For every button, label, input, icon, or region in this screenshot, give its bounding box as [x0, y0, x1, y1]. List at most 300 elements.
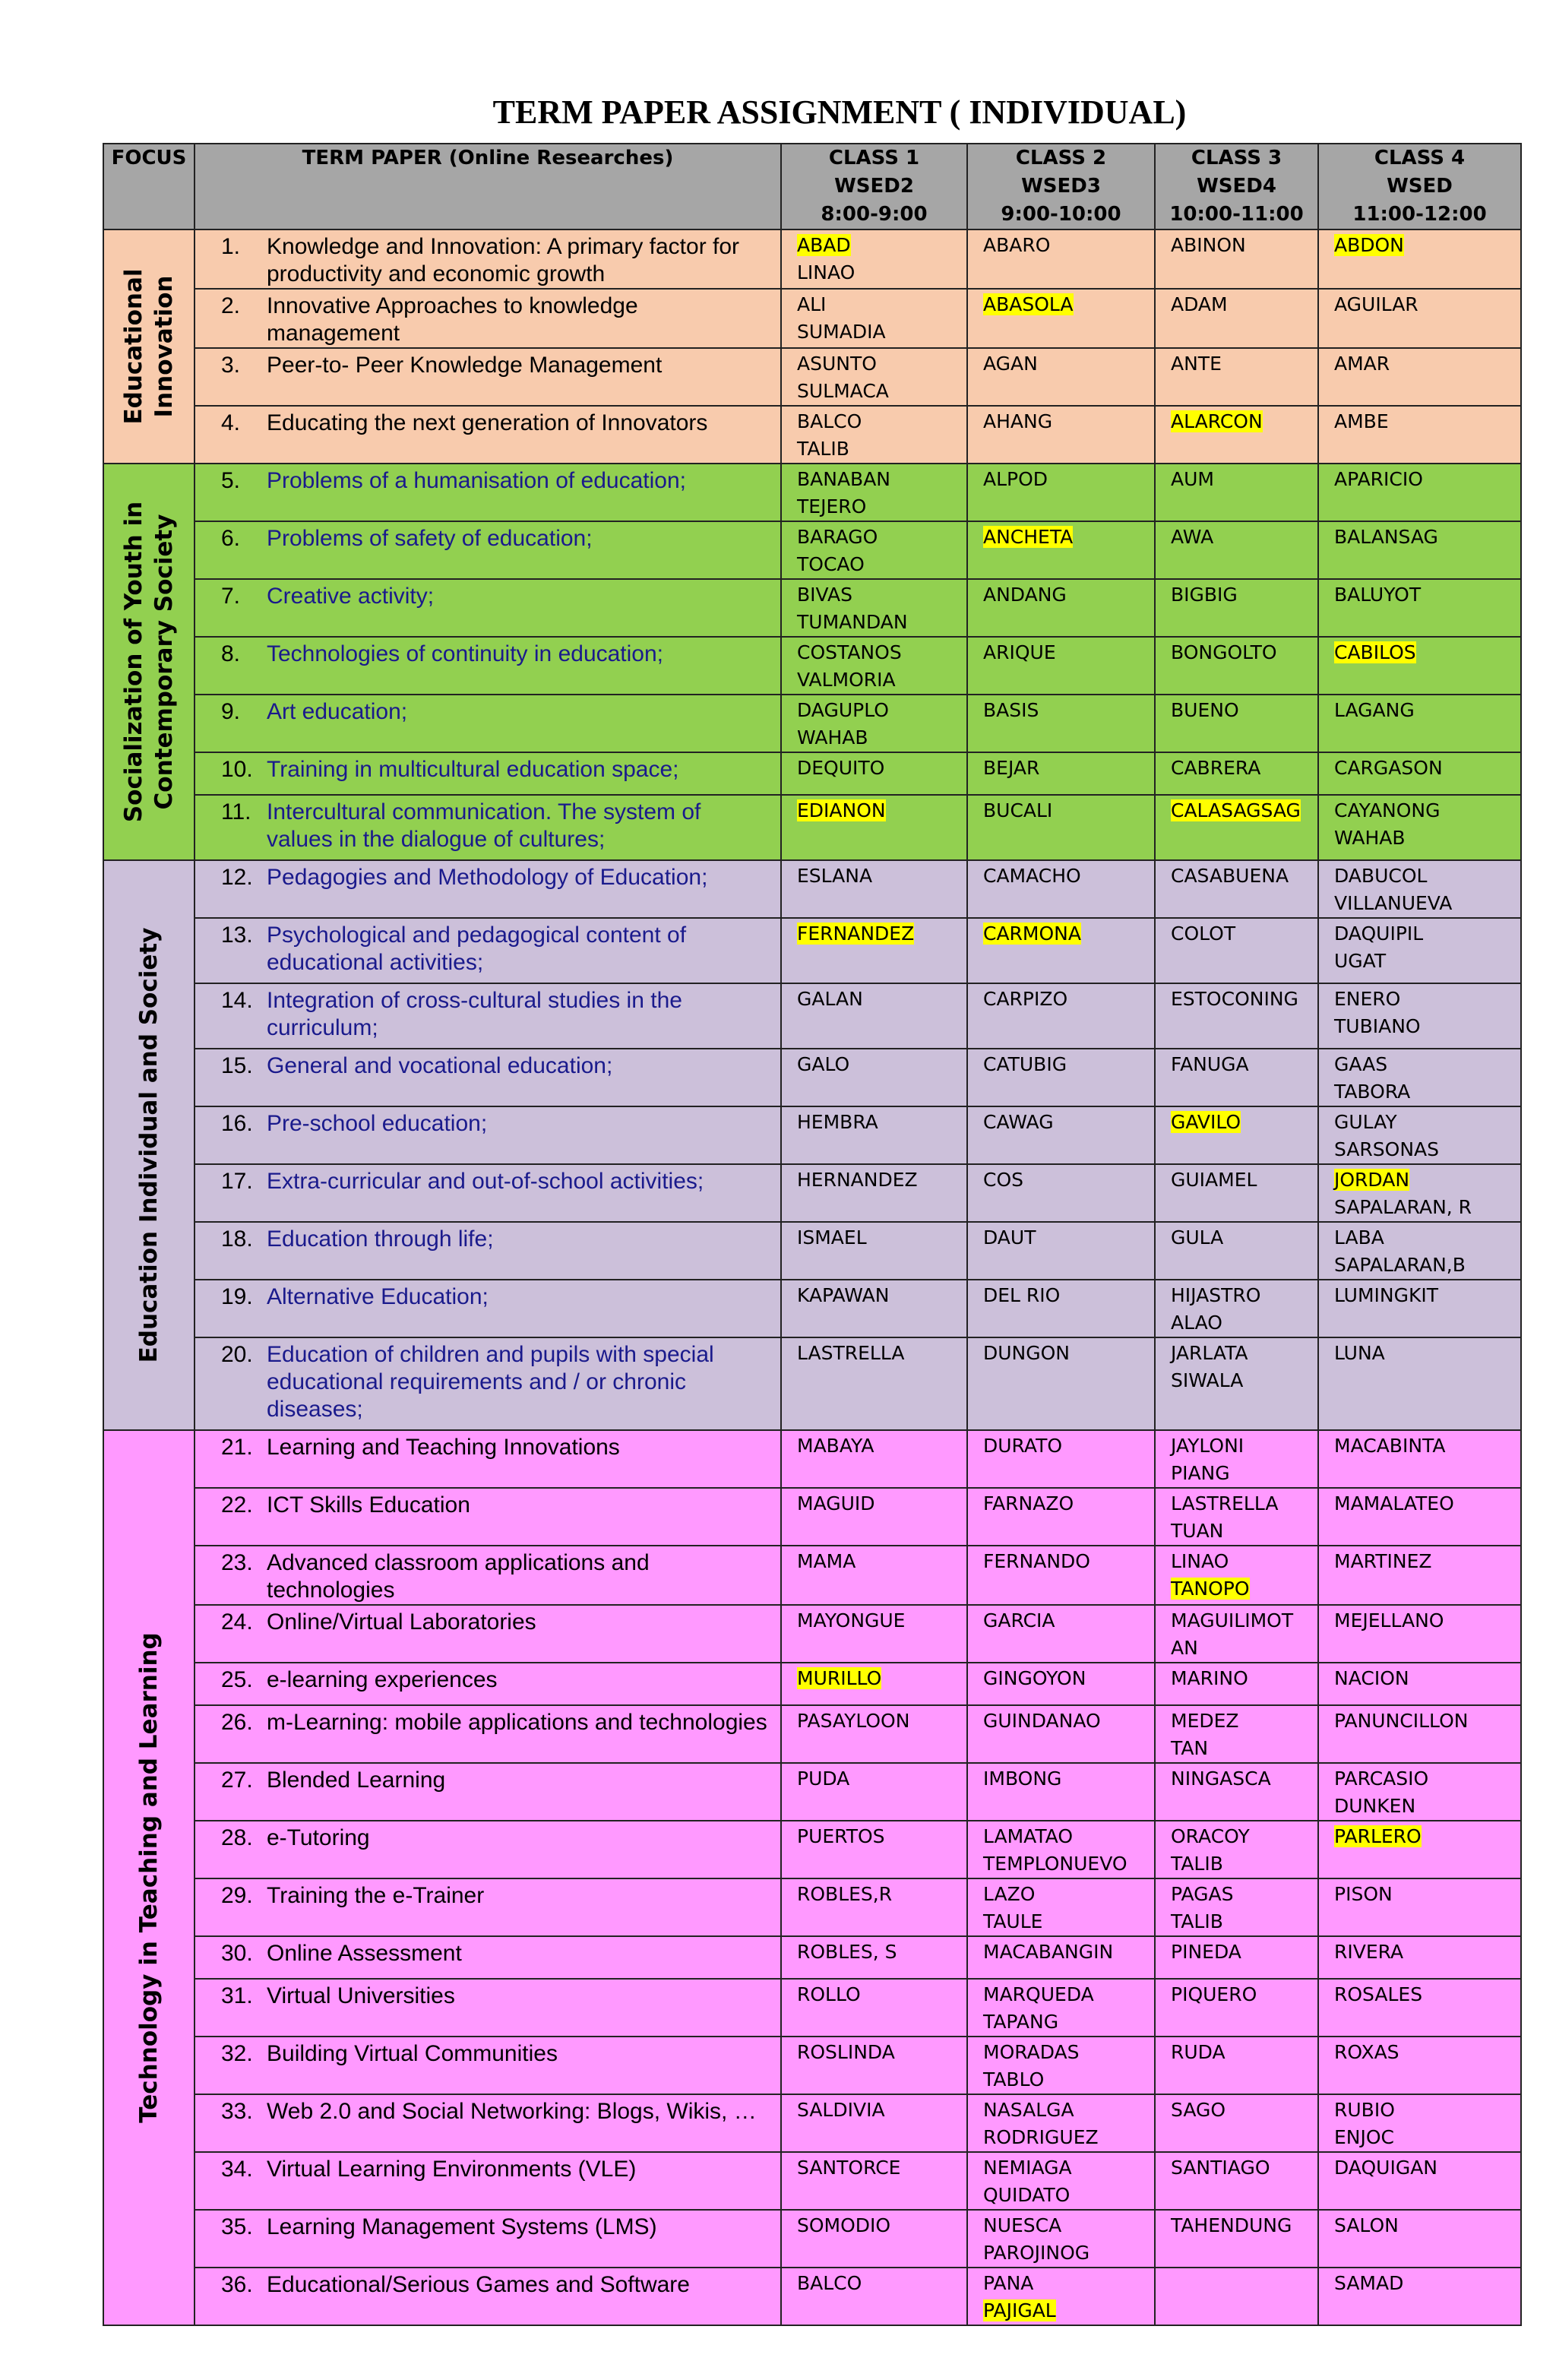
focus-label — [134, 928, 164, 1363]
topic-title: Online/Virtual Laboratories — [267, 1609, 536, 1635]
student-name-line — [983, 1607, 1154, 1635]
class-2-assignees — [967, 637, 1155, 695]
student-name-line — [1334, 1013, 1520, 1040]
student-name: CAMACHO — [983, 865, 1081, 887]
student-name: ESTOCONING — [1171, 988, 1298, 1010]
student-name: AGUILAR — [1334, 293, 1418, 315]
student-name-line — [1334, 466, 1520, 493]
class-1-assignees — [781, 2268, 967, 2325]
class-3-assignees — [1155, 860, 1318, 918]
student-name-line — [797, 1881, 966, 1908]
highlighted-student-name: CABILOS — [1334, 641, 1416, 663]
student-name-line — [797, 2154, 966, 2182]
student-name-line — [1334, 524, 1520, 551]
student-name: DUNKEN — [1334, 1795, 1416, 1817]
student-name-line — [1334, 1252, 1520, 1279]
student-name: DUNGON — [983, 1342, 1071, 1364]
topic-number: 21. — [221, 1435, 253, 1460]
student-name: VILLANUEVA — [1334, 892, 1453, 914]
class-3-assignees — [1155, 1605, 1318, 1663]
topic-title: Virtual Universities — [267, 1983, 455, 2008]
student-name-line — [797, 1707, 966, 1735]
topic-cell — [194, 2152, 781, 2210]
student-name-line — [983, 232, 1154, 259]
class-3-assignees — [1155, 289, 1318, 348]
class-3-assignees — [1155, 752, 1318, 795]
topic-title: Learning and Teaching Innovations — [267, 1435, 620, 1460]
student-name: MEDEZ — [1171, 1710, 1239, 1732]
student-name: ROBLES,R — [797, 1883, 893, 1905]
student-name-line — [983, 639, 1154, 666]
student-name: GULAY — [1334, 1111, 1397, 1133]
class-2-assignees — [967, 1430, 1155, 1488]
student-name: ROBLES, S — [797, 1941, 897, 1963]
student-name-line — [983, 2154, 1154, 2182]
student-name: NINGASCA — [1171, 1768, 1271, 1790]
table-row — [103, 752, 1521, 795]
topic-cell — [194, 406, 781, 464]
class-2-assignees — [967, 579, 1155, 637]
student-name: SIWALA — [1171, 1369, 1244, 1391]
class-2-assignees — [967, 1546, 1155, 1605]
class-1-assignees — [781, 2094, 967, 2152]
topic-title: Web 2.0 and Social Networking: Blogs, Wikis, … — [267, 2099, 757, 2124]
topic-cell — [194, 2268, 781, 2325]
table-row — [103, 637, 1521, 695]
student-name-line — [1171, 1707, 1317, 1735]
student-name-line — [1171, 862, 1317, 890]
header-class-2 — [967, 144, 1155, 229]
student-name: AN — [1171, 1637, 1198, 1659]
student-name: PANUNCILLON — [1334, 1710, 1469, 1732]
class-4-assignees — [1318, 2210, 1521, 2268]
student-name-line — [797, 666, 966, 694]
class-3-assignees — [1155, 1222, 1318, 1280]
topic-cell — [194, 579, 781, 637]
topic-number: 17. — [221, 1169, 253, 1194]
topic-cell — [194, 1821, 781, 1878]
topic-title: Training in multicultural education space; — [267, 757, 679, 782]
table-row — [103, 1936, 1521, 1979]
topic-cell — [194, 1488, 781, 1546]
student-name-line — [797, 2212, 966, 2239]
student-name-line — [797, 581, 966, 609]
class-3-assignees — [1155, 579, 1318, 637]
student-name-line — [1334, 1490, 1520, 1518]
student-name: ASUNTO — [797, 353, 877, 375]
topic-title: Intercultural communication. The system of values in the dialogue of cultures; — [267, 799, 701, 852]
student-name: AHANG — [983, 410, 1053, 432]
student-name: ARIQUE — [983, 641, 1056, 663]
student-name: PIANG — [1171, 1462, 1230, 1484]
class-2-assignees — [967, 1222, 1155, 1280]
topic-title: Educating the next generation of Innovators — [267, 410, 708, 435]
class-name: CLASS 4 — [1374, 147, 1466, 169]
topic-number: 36. — [221, 2272, 253, 2297]
student-name: GARCIA — [983, 1609, 1055, 1632]
student-name-line — [1171, 1548, 1317, 1575]
student-name-line — [797, 1109, 966, 1136]
student-name-line — [1334, 1881, 1520, 1908]
class-4-assignees — [1318, 2268, 1521, 2325]
class-3-assignees — [1155, 1164, 1318, 1222]
class-2-assignees — [967, 1106, 1155, 1164]
student-name: TUMANDAN — [797, 611, 908, 633]
student-name: SAMAD — [1334, 2272, 1404, 2294]
student-name-line — [1171, 1635, 1317, 1662]
topic-number: 32. — [221, 2041, 253, 2066]
student-name: SUMADIA — [797, 321, 886, 343]
topic-cell — [194, 2037, 781, 2094]
highlighted-student-name: FERNANDEZ — [797, 923, 915, 945]
student-name: PIQUERO — [1171, 1983, 1257, 2005]
student-name: CARGASON — [1334, 757, 1443, 779]
student-name: ALPOD — [983, 468, 1048, 490]
student-name-line — [1334, 1078, 1520, 1106]
student-name: TAPANG — [983, 2011, 1059, 2033]
topic-title: Problems of safety of education; — [267, 526, 593, 551]
topic-cell — [194, 1106, 781, 1164]
topic-title: Alternative Education; — [267, 1284, 489, 1309]
student-name: SALON — [1334, 2214, 1399, 2236]
student-name-line — [797, 1823, 966, 1850]
class-1-assignees — [781, 1488, 967, 1546]
class-4-assignees — [1318, 1106, 1521, 1164]
topic-cell — [194, 918, 781, 983]
topic-number: 9. — [221, 699, 241, 724]
student-name: DAQUIPIL — [1334, 923, 1424, 945]
student-name-line — [1334, 581, 1520, 609]
class-time: 8:00-9:00 — [821, 203, 928, 226]
student-name: FARNAZO — [983, 1492, 1074, 1514]
class-2-assignees — [967, 1936, 1155, 1979]
student-name-line — [1171, 1282, 1317, 1309]
focus-label-line: Educational — [120, 268, 147, 425]
student-name-line — [983, 1051, 1154, 1078]
class-3-assignees — [1155, 2210, 1318, 2268]
class-3-assignees — [1155, 1430, 1318, 1488]
student-name: MACABANGIN — [983, 1941, 1114, 1963]
student-name-line — [983, 2008, 1154, 2036]
topic-title: Knowledge and Innovation: A primary factor for productivity and economic growth — [267, 234, 740, 286]
student-name-line — [1334, 1136, 1520, 1163]
student-name-line — [1334, 890, 1520, 917]
header-class-1 — [781, 144, 967, 229]
student-name: BIVAS — [797, 584, 852, 606]
student-name: SANTIAGO — [1171, 2157, 1270, 2179]
student-name: GUINDANAO — [983, 1710, 1101, 1732]
student-name-line — [983, 1109, 1154, 1136]
student-name-line — [983, 1981, 1154, 2008]
highlighted-student-name: ANCHETA — [983, 526, 1074, 548]
topic-number: 31. — [221, 1983, 253, 2008]
class-3-assignees — [1155, 918, 1318, 983]
student-name-line — [1171, 1340, 1317, 1367]
topic-cell — [194, 637, 781, 695]
topic-cell — [194, 229, 781, 289]
student-name: MEJELLANO — [1334, 1609, 1444, 1632]
class-1-assignees — [781, 1049, 967, 1106]
student-name: HEMBRA — [797, 1111, 878, 1133]
student-name: ROXAS — [1334, 2041, 1399, 2063]
highlighted-student-name: CARMONA — [983, 923, 1081, 945]
student-name: TAULE — [983, 1910, 1043, 1932]
student-name-line — [983, 1665, 1154, 1692]
student-name-line — [797, 639, 966, 666]
class-4-assignees — [1318, 1280, 1521, 1337]
student-name-line — [797, 1282, 966, 1309]
class-2-assignees — [967, 1878, 1155, 1936]
student-name: SALDIVIA — [797, 2099, 885, 2121]
focus-cell — [103, 1430, 194, 2325]
class-2-assignees — [967, 2268, 1155, 2325]
class-3-assignees — [1155, 2094, 1318, 2152]
student-name: BANABAN — [797, 468, 891, 490]
student-name: LAMATAO — [983, 1825, 1074, 1847]
student-name: CAYANONG — [1334, 799, 1441, 821]
student-name-line — [797, 378, 966, 405]
student-name-line — [797, 259, 966, 286]
topic-number: 34. — [221, 2157, 253, 2182]
student-name-line — [1334, 1548, 1520, 1575]
student-name-line — [1171, 1735, 1317, 1762]
student-name-line — [1171, 1490, 1317, 1518]
table-row — [103, 2210, 1521, 2268]
student-name: PISON — [1334, 1883, 1393, 1905]
student-name-line — [1171, 1665, 1317, 1692]
highlighted-student-name: PAJIGAL — [983, 2299, 1056, 2321]
student-name-line — [1334, 291, 1520, 318]
class-1-assignees — [781, 1222, 967, 1280]
topic-number: 20. — [221, 1342, 253, 1367]
class-2-assignees — [967, 1663, 1155, 1705]
student-name: PARCASIO — [1334, 1768, 1429, 1790]
class-4-assignees — [1318, 1979, 1521, 2037]
topic-cell — [194, 695, 781, 752]
student-name-line — [797, 2270, 966, 2297]
class-2-assignees — [967, 1821, 1155, 1878]
table-row — [103, 2152, 1521, 2210]
table-row — [103, 2268, 1521, 2325]
class-2-assignees — [967, 1164, 1155, 1222]
class-2-assignees — [967, 1705, 1155, 1763]
topic-cell — [194, 795, 781, 860]
class-4-assignees — [1318, 983, 1521, 1049]
topic-number: 19. — [221, 1284, 253, 1309]
class-4-assignees — [1318, 464, 1521, 521]
class-section: WSED — [1387, 175, 1453, 198]
student-name: TAHENDUNG — [1171, 2214, 1292, 2236]
class-time: 10:00-11:00 — [1169, 203, 1304, 226]
class-4-assignees — [1318, 1430, 1521, 1488]
student-name-line — [797, 2097, 966, 2124]
class-3-assignees — [1155, 1280, 1318, 1337]
student-name: SAPALARAN, R — [1334, 1196, 1472, 1218]
topic-cell — [194, 521, 781, 579]
class-1-assignees — [781, 637, 967, 695]
student-name-line — [1171, 1938, 1317, 1966]
student-name-line — [1334, 350, 1520, 378]
student-name-line — [797, 1981, 966, 2008]
table-row — [103, 1705, 1521, 1763]
student-name-line — [983, 1166, 1154, 1194]
student-name-line — [797, 1051, 966, 1078]
topic-number: 30. — [221, 1941, 253, 1966]
student-name: CARPIZO — [983, 988, 1068, 1010]
class-4-assignees — [1318, 1488, 1521, 1546]
class-1-assignees — [781, 464, 967, 521]
class-3-assignees — [1155, 1705, 1318, 1763]
class-1-assignees — [781, 2210, 967, 2268]
student-name: JARLATA — [1171, 1342, 1248, 1364]
student-name: PANA — [983, 2272, 1034, 2294]
student-name-line — [1334, 1665, 1520, 1692]
student-name: SANTORCE — [797, 2157, 901, 2179]
class-1-assignees — [781, 2152, 967, 2210]
assignment-table — [103, 143, 1522, 2326]
student-name: HERNANDEZ — [797, 1169, 918, 1191]
assignment-table-body — [103, 229, 1521, 2325]
class-1-assignees — [781, 1763, 967, 1821]
student-name: DEQUITO — [797, 757, 885, 779]
student-name-line — [797, 1340, 966, 1367]
topic-title: Innovative Approaches to knowledge management — [267, 293, 638, 346]
class-4-assignees — [1318, 1546, 1521, 1605]
student-name: FANUGA — [1171, 1053, 1249, 1075]
topic-title: Technologies of continuity in education; — [267, 641, 664, 666]
class-4-assignees — [1318, 1605, 1521, 1663]
student-name-line — [983, 1548, 1154, 1575]
class-3-assignees — [1155, 464, 1318, 521]
topic-title: Online Assessment — [267, 1941, 462, 1966]
student-name-line — [983, 1850, 1154, 1878]
class-1-assignees — [781, 289, 967, 348]
student-name: GALAN — [797, 988, 863, 1010]
student-name: NACION — [1334, 1667, 1409, 1689]
class-2-assignees — [967, 695, 1155, 752]
class-4-assignees — [1318, 1222, 1521, 1280]
topic-title: ICT Skills Education — [267, 1492, 470, 1518]
topic-title: Pedagogies and Methodology of Education; — [267, 865, 708, 890]
student-name: BEJAR — [983, 757, 1040, 779]
class-3-assignees — [1155, 521, 1318, 579]
class-1-assignees — [781, 1106, 967, 1164]
class-3-assignees — [1155, 2037, 1318, 2094]
table-row — [103, 795, 1521, 860]
class-2-assignees — [967, 918, 1155, 983]
student-name-line — [983, 1340, 1154, 1367]
class-1-assignees — [781, 406, 967, 464]
topic-cell — [194, 860, 781, 918]
class-1-assignees — [781, 860, 967, 918]
student-name-line — [1171, 1518, 1317, 1545]
class-2-assignees — [967, 752, 1155, 795]
topic-number: 23. — [221, 1550, 253, 1575]
focus-label-line: Innovation — [150, 275, 178, 418]
highlighted-student-name: GAVILO — [1171, 1111, 1241, 1133]
student-name: FERNANDO — [983, 1550, 1090, 1572]
class-4-assignees — [1318, 406, 1521, 464]
topic-title: Problems of a humanisation of education; — [267, 468, 686, 493]
topic-title: Integration of cross-cultural studies in the curriculum; — [267, 988, 682, 1040]
class-1-assignees — [781, 795, 967, 860]
student-name: TOCAO — [797, 553, 865, 575]
student-name-line — [1334, 2124, 1520, 2151]
table-row — [103, 2037, 1521, 2094]
class-4-assignees — [1318, 1878, 1521, 1936]
student-name-line — [1171, 1224, 1317, 1252]
student-name: DEL RIO — [983, 1284, 1061, 1306]
class-1-assignees — [781, 695, 967, 752]
table-row — [103, 1878, 1521, 1936]
student-name-line — [1171, 581, 1317, 609]
class-1-assignees — [781, 348, 967, 406]
class-name: CLASS 1 — [828, 147, 920, 169]
highlighted-student-name: TANOPO — [1171, 1578, 1250, 1600]
table-row — [103, 1763, 1521, 1821]
student-name: TUBIANO — [1334, 1015, 1421, 1037]
header-class-4 — [1318, 144, 1521, 229]
student-name-line — [983, 920, 1154, 948]
student-name: ABINON — [1171, 234, 1246, 256]
document-title: TERM PAPER ASSIGNMENT ( INDIVIDUAL) — [492, 93, 1187, 131]
student-name: BONGOLTO — [1171, 641, 1277, 663]
student-name: BALANSAG — [1334, 526, 1438, 548]
student-name: DABUCOL — [1334, 865, 1428, 887]
class-3-assignees — [1155, 637, 1318, 695]
student-name: MARQUEDA — [983, 1983, 1094, 2005]
table-row — [103, 1488, 1521, 1546]
student-name-line — [797, 1938, 966, 1966]
student-name-line — [1334, 1340, 1520, 1367]
class-2-assignees — [967, 229, 1155, 289]
class-1-assignees — [781, 1705, 967, 1763]
student-name-line — [797, 1548, 966, 1575]
topic-title: m-Learning: mobile applications and technologies — [267, 1710, 767, 1735]
topic-title: Creative activity; — [267, 584, 435, 609]
class-3-assignees — [1155, 1663, 1318, 1705]
student-name: BUCALI — [983, 799, 1053, 821]
highlighted-student-name: JORDAN — [1334, 1169, 1410, 1191]
student-name-line — [1334, 948, 1520, 975]
topic-number: 26. — [221, 1710, 253, 1735]
topic-title: e-learning experiences — [267, 1667, 498, 1692]
student-name-line — [1334, 2097, 1520, 2124]
student-name-line — [1334, 1109, 1520, 1136]
topic-cell — [194, 1979, 781, 2037]
topic-number: 8. — [221, 641, 241, 666]
student-name-line — [1334, 1607, 1520, 1635]
student-name: BUENO — [1171, 699, 1239, 721]
student-name-line — [1171, 1109, 1317, 1136]
focus-label — [134, 1632, 164, 2122]
student-name-line — [983, 2182, 1154, 2209]
student-name: ORACOY — [1171, 1825, 1250, 1847]
student-name: ROSALES — [1334, 1983, 1423, 2005]
class-4-assignees — [1318, 1763, 1521, 1821]
student-name-line — [797, 1665, 966, 1692]
student-name-line — [983, 697, 1154, 724]
focus-cell — [103, 464, 194, 860]
table-row — [103, 1663, 1521, 1705]
student-name: TALIB — [1171, 1910, 1223, 1932]
student-name: MACABINTA — [1334, 1435, 1446, 1457]
student-name-line — [983, 1908, 1154, 1935]
student-name-line — [1171, 1575, 1317, 1603]
class-1-assignees — [781, 918, 967, 983]
table-row — [103, 229, 1521, 289]
class-4-assignees — [1318, 695, 1521, 752]
